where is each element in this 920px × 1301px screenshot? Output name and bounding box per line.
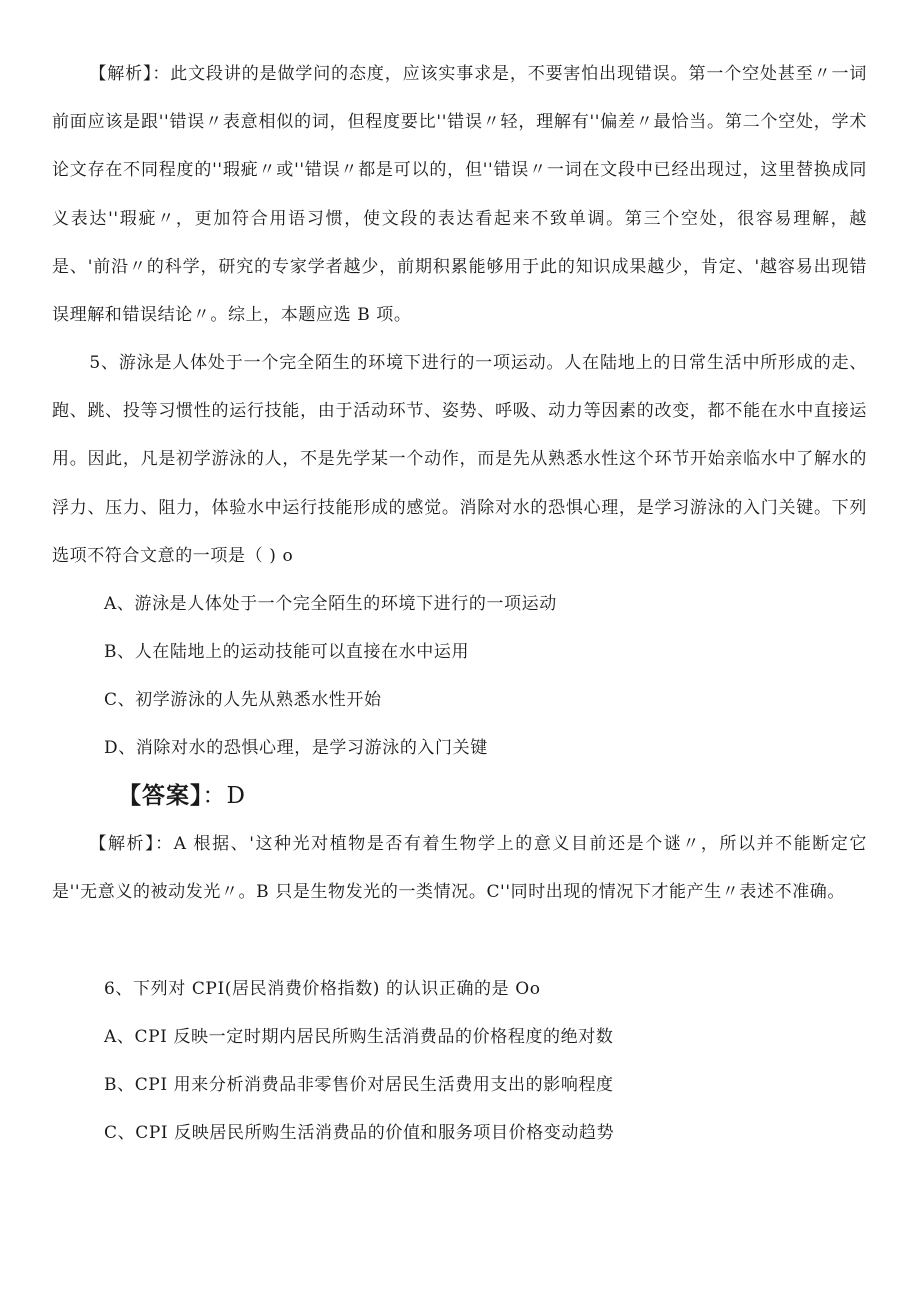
question-6-option-c: C、CPI 反映居民所购生活消费品的价值和服务项目价格变动趋势: [104, 1123, 615, 1143]
question-6-option-a: A、CPI 反映一定时期内居民所购生活消费品的价格程度的绝对数: [104, 1027, 614, 1047]
question-5-option-c: C、初学游泳的人先从熟悉水性开始: [104, 690, 382, 710]
question-6-option-b: B、CPI 用来分析消费品非零售价对居民生活费用支出的影响程度: [104, 1075, 614, 1095]
answer-value: ：D: [202, 783, 246, 809]
question-5-analysis: 【解析】：A 根据、'这种光对植物是否有着生物学上的意义目前还是个谜〃，所以并不能断定它是''无意义的被动发光〃。B 只是生物发光的一类情况。C''同时出现的情况下才能产生〃表述不准确。: [52, 834, 867, 903]
question-5-stem: 5、游泳是人体处于一个完全陌生的环境下进行的一项运动。人在陆地上的日常生活中所形成的走、跑、跳、投等习惯性的运行技能，由于活动环节、姿势、呼吸、动力等因素的改变，都不能在水中直接运用。因此，凡是初学游泳的人，不是先学某一个动作，而是先从熟悉水性这个环节开始亲临水中了解水的浮力、压力、阻力，体验水中运行技能形成的感觉。消除对水的恐惧心理，是学习游泳的入门关键。下列选项不符合文意的一项是（ ) o: [52, 353, 867, 566]
question-5-option-b: B、人在陆地上的运动技能可以直接在水中运用: [104, 642, 470, 662]
question-5-answer: [118, 778, 246, 814]
analysis-paragraph-1: 【解析】：此文段讲的是做学问的态度，应该实事求是，不要害怕出现错误。第一个空处甚至〃一词前面应该是跟''错误〃表意相似的词，但程度要比''错误〃轻，理解有''偏差〃最恰当。第二个空处，学术论文存在不同程度的''瑕疵〃或''错误〃都是可以的，但''错误〃一词在文段中已经出现过，这里替换成同义表达''瑕疵〃，更加符合用语习惯，使文段的表达看起来不致单调。第三个空处，很容易理解，越是、'前沿〃的科学，研究的专家学者越少，前期积累能够用于此的知识成果越少，肯定、'越容易出现错误理解和错误结论〃。综上，本题应选 B 项。: [52, 64, 867, 326]
question-5-option-d: D、消除对水的恐惧心理，是学习游泳的入门关键: [104, 738, 488, 758]
answer-label: 【答案】: [118, 782, 203, 809]
question-5-option-a: A、游泳是人体处于一个完全陌生的环境下进行的一项运动: [104, 594, 557, 614]
question-6-stem: 6、下列对 CPI(居民消费价格指数) 的认识正确的是 Oo: [104, 979, 541, 999]
